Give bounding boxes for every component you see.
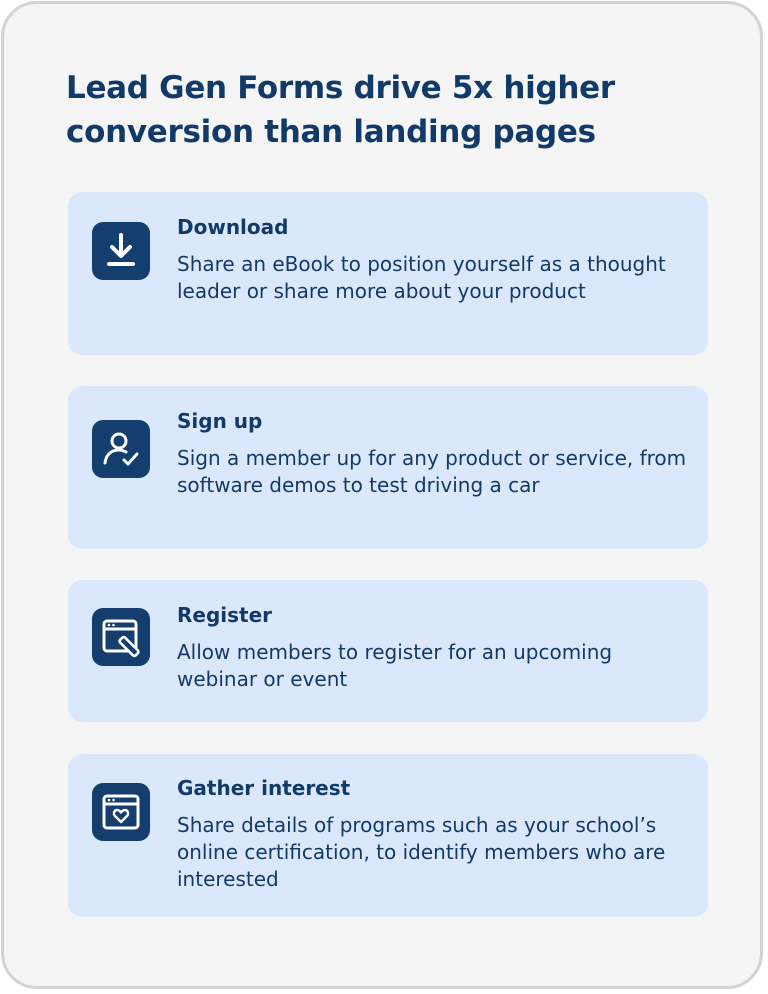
item-description: Sign a member up for any product or service, from software demos to test driving a car bbox=[177, 446, 687, 497]
list-item-register bbox=[68, 580, 708, 722]
list-item-sign-up bbox=[68, 386, 708, 549]
item-description: Share an eBook to position yourself as a thought leader or share more about your product bbox=[177, 252, 666, 303]
item-description: Allow members to register for an upcoming webinar or event bbox=[177, 640, 613, 691]
browser-edit-icon bbox=[92, 608, 150, 666]
browser-heart-icon bbox=[92, 783, 150, 841]
item-description: Share details of programs such as your school’s online certification, to identify members who are interested bbox=[177, 813, 666, 891]
item-title: Sign up bbox=[177, 409, 263, 433]
user-check-icon bbox=[92, 420, 150, 478]
info-card bbox=[1, 1, 763, 989]
download-icon bbox=[92, 222, 150, 280]
item-title: Gather interest bbox=[177, 776, 351, 800]
item-title: Download bbox=[177, 215, 289, 239]
headline: Lead Gen Forms drive 5x higher conversion than landing pages bbox=[66, 70, 615, 150]
item-title: Register bbox=[177, 603, 273, 627]
list-item-gather-interest bbox=[68, 754, 708, 917]
list-item-download bbox=[68, 192, 708, 355]
